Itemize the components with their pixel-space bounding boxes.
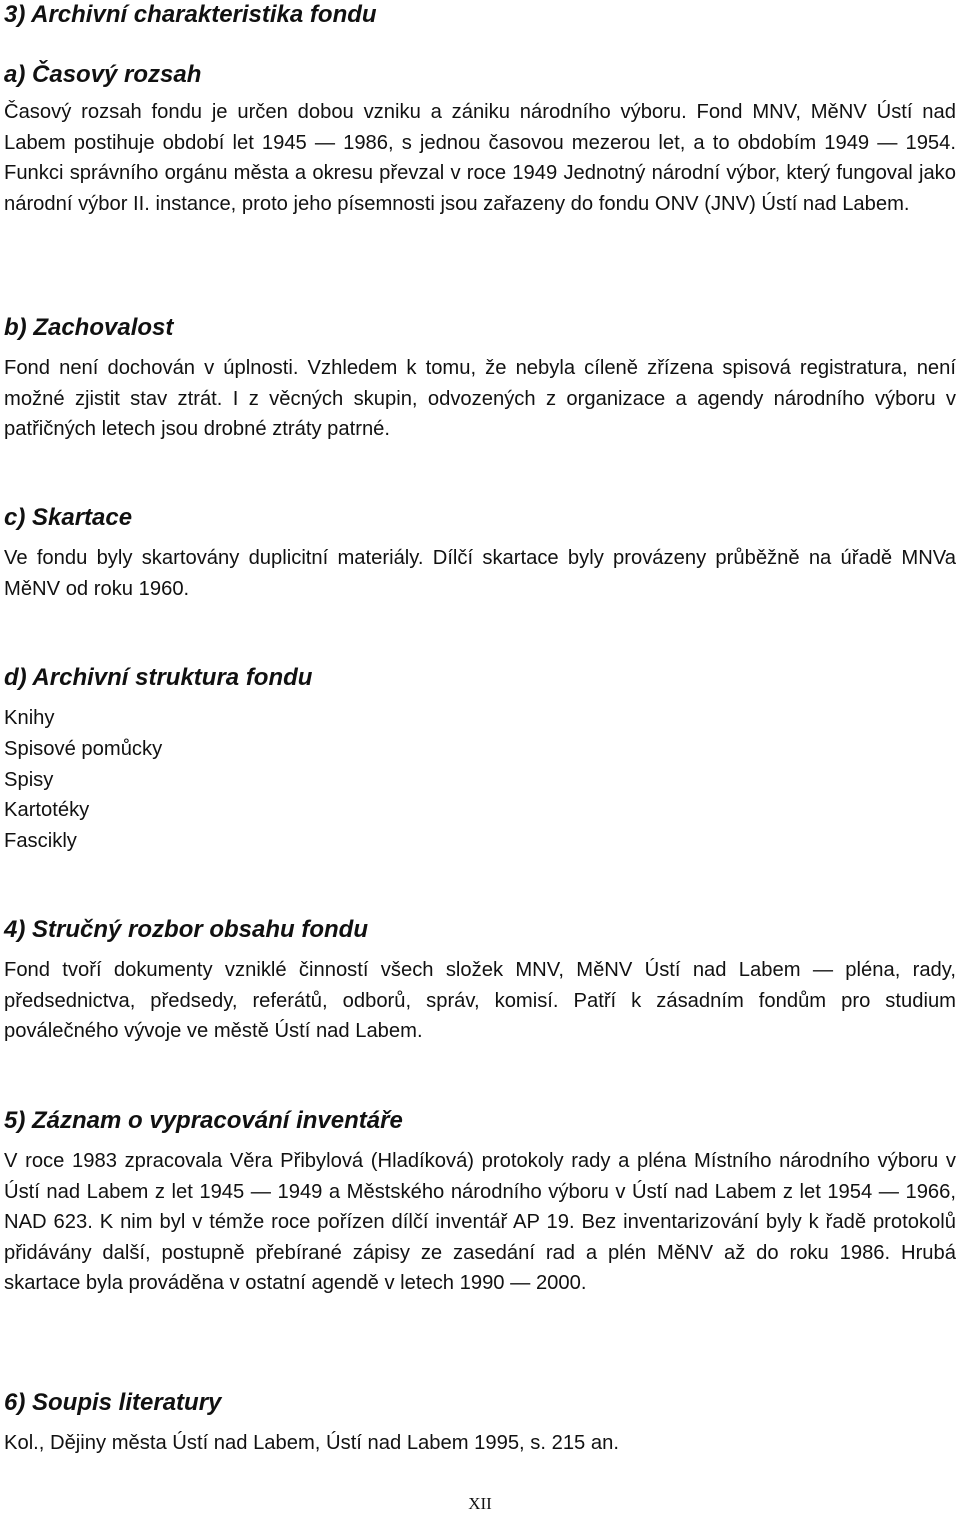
list-item: Kartotéky: [4, 799, 90, 822]
section-3d-heading: d) Archivní struktura fondu: [4, 664, 313, 691]
structure-list: [4, 703, 162, 857]
section-5-heading: 5) Záznam o vypracování inventáře: [4, 1107, 403, 1134]
list-item: Knihy: [4, 707, 55, 729]
list-item: Fascikly: [4, 830, 77, 853]
list-item: Spisy: [4, 768, 54, 791]
list-item: Spisové pomůcky: [4, 737, 163, 760]
page-number: XII: [468, 1494, 492, 1513]
section-3a-heading: a) Časový rozsah: [4, 61, 202, 88]
section-3a-paragraph: Časový rozsah fondu je určen dobou vzniku a zániku národního výboru. Fond MNV, MěNV Ústí nad Labem postihuje období let 1945 — 1986, s jednou časovou mezerou let, a to obdobím 1949 — 1954. Funkci správního orgánu města a okresu převzal v roce 1949 Jednotný národní výbor, který fungoval jako národní výbor II. instance, proto jeho písemnosti jsou zařazeny do fondu ONV (JNV) Ústí nad Labem.: [4, 101, 956, 215]
section-6-heading: 6) Soupis literatury: [4, 1389, 222, 1416]
section-4-paragraph: Fond tvoří dokumenty vzniklé činností všech složek MNV, MěNV Ústí nad Labem — pléna, rady, předsednictva, předsedy, referátů, odborů, správ, komisí. Patří k zásadním fondům pro studium poválečného vývoje ve městě Ústí nad Labem.: [4, 959, 956, 1043]
section-3b-paragraph: Fond není dochován v úplnosti. Vzhledem k tomu, že nebyla cíleně zřízena spisová registratura, není možné zjistit stav ztrát. I z věcných skupin, odvozených z organizace a agendy národního výboru v patřičných letech jsou drobné ztráty patrné.: [4, 357, 956, 441]
section-3-heading: 3) Archivní charakteristika fondu: [4, 1, 377, 28]
section-3c-paragraph: Ve fondu byly skartovány duplicitní materiály. Dílčí skartace byly provázeny průběžně na úřadě MNVa MěNV od roku 1960.: [4, 547, 956, 600]
section-6-paragraph: Kol., Dějiny města Ústí nad Labem, Ústí nad Labem 1995, s. 215 an.: [4, 1432, 619, 1454]
section-3b-heading: b) Zachovalost: [4, 314, 174, 341]
section-5-paragraph: V roce 1983 zpracovala Věra Přibylová (Hladíková) protokoly rady a pléna Místního národního výboru v Ústí nad Labem z let 1945 — 1949 a Městského národního výboru v Ústí nad Labem z let 1954 — 1966, NAD 623. K nim byl v témže roce pořízen dílčí inventář AP 19. Bez inventarizování byly k řadě protokolů přidávány další, postupně přebírané zápisy ze zasedání rad a plén MěNV až do roku 1986. Hrubá skartace byla prováděna v ostatní agendě v letech 1990 — 2000.: [4, 1150, 956, 1295]
section-4-heading: 4) Stručný rozbor obsahu fondu: [4, 916, 368, 943]
section-3c-heading: c) Skartace: [4, 504, 133, 531]
